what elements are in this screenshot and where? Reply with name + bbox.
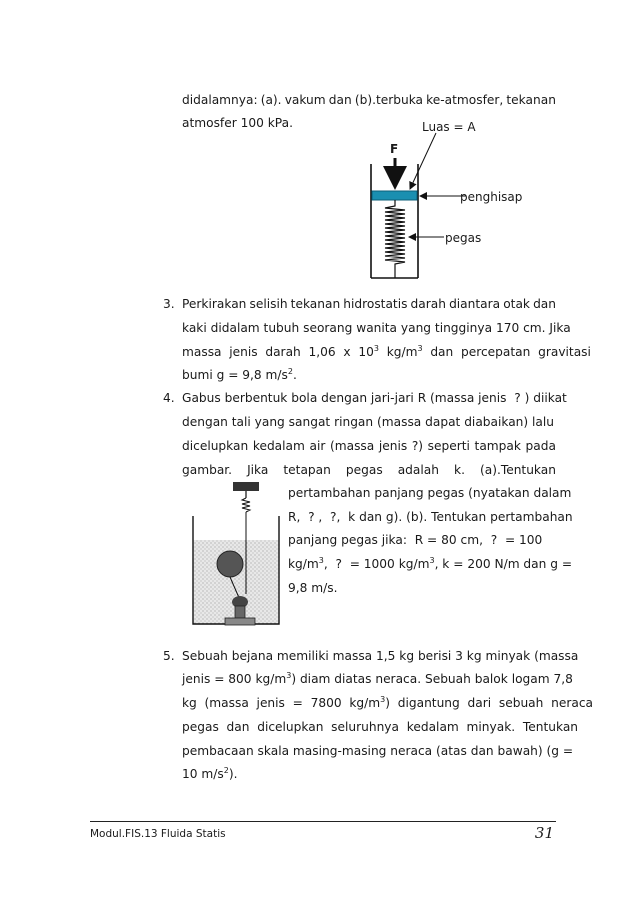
word: diantara [449,297,501,311]
problem-3-line-3: massa jenis darah 1,06 x $10^3$ $kg/m^3$ dan percepatan gravitasi [182,343,591,359]
word: seperti [427,439,470,453]
anchor-base [225,618,255,625]
problem-5-line-3: kg (massa jenis = 7800 $kg/m^3$) digantung dari sebuah neraca [182,694,593,710]
problem-4-line-5: pertambahan panjang pegas (nyatakan dalam [288,486,572,500]
word: didalamnya: [182,93,258,107]
area-label: Luas = A [422,120,476,134]
piston-spring-diagram [340,118,560,288]
top-support [233,482,259,491]
word: selisih [249,297,288,311]
word: dan [533,297,556,311]
word: otak [503,297,530,311]
word: hidrostatis [343,297,408,311]
problem-5-line-5: pembacaan skala masing-masing neraca (atas dan bawah) (g = [182,744,574,758]
problem-5-line-6: 10 $m/s^2$). [182,765,238,781]
word: (a).Tentukan [479,463,556,477]
spring [385,200,405,278]
intro-line-2: atmosfer 100 kPa. [182,116,293,130]
word: air [309,439,326,453]
word: vakum [284,93,326,107]
word: dicelupkan [182,439,249,453]
area-pointer [410,133,436,189]
spring-label: pegas [445,231,482,245]
word: tekanan [506,93,556,107]
force-label: F [390,142,399,156]
problem-3-line-1 [182,296,556,312]
problem-3-line-2: kaki didalam tubuh seorang wanita yang tingginya 170 cm. Jika [182,321,571,335]
word: pegas [345,463,383,477]
problem-4-number: 4. [163,391,175,405]
problem-5-number: 5. [163,649,175,663]
problem-5-line-4: pegas dan dicelupkan seluruhnya kedalam minyak. Tentukan [182,720,579,734]
word: tekanan [290,297,341,311]
word: kedalam [252,439,305,453]
word: gambar. [182,463,233,477]
problem-4-line-2: dengan tali yang sangat ringan (massa dapat diabaikan) lalu [182,415,555,429]
word: (b).terbuka [354,93,424,107]
problem-4-line-4 [182,462,556,478]
footer-rule [90,821,556,822]
word: tampak [474,439,521,453]
word: ke-atmosfer, [426,93,504,107]
word: (massa [329,439,375,453]
word: dan [328,93,352,107]
word: (a). [260,93,282,107]
problem-4-line-6: R, ? , ?, k dan g). (b). Tentukan pertambahan [288,510,573,524]
page-number: 31 [534,824,554,842]
problem-4-line-3 [182,438,556,454]
word: tetapan [283,463,331,477]
problem-5-line-2: jenis = 800 $kg/m^3$) diam diatas neraca. Sebuah balok logam 7,8 [182,670,573,686]
footer-module-title: Modul.FIS.13 Fluida Statis [90,828,226,840]
word: k. [454,463,465,477]
word: pada [525,439,556,453]
piston-spring-figure [340,118,560,288]
problem-4-line-9: 9,8 m/s. [288,581,338,595]
word: darah [410,297,446,311]
problem-5-line-1: Sebuah bejana memiliki massa 1,5 kg berisi 3 kg minyak (massa [182,649,579,663]
problem-3-number: 3. [163,297,175,311]
intro-line-1 [182,92,556,108]
piston-label: penghisap [460,190,523,204]
problem-4-line-8: $kg/m^3$, ? = 1000 $kg/m^3$, k = 200 N/m dan g = [288,555,573,571]
anchor-post [235,606,245,618]
piston [372,191,417,200]
word: adalah [397,463,439,477]
problem-4-line-7: panjang pegas jika: R = 80 cm, ? = 100 [288,533,543,547]
word: Jika [247,463,269,477]
problem-3-line-4: bumi g = 9,8 $m/s^2$. [182,366,297,382]
problem-4-line-1: Gabus berbentuk bola dengan jari-jari R (massa jenis ? ) diikat [182,391,567,405]
buoy-tank-diagram [190,478,282,634]
buoy-tank-figure [190,478,282,634]
word: Perkirakan [182,297,247,311]
cork-ball [217,551,243,577]
word: ?) [411,439,424,453]
word: jenis [378,439,408,453]
upper-spring [242,498,250,512]
